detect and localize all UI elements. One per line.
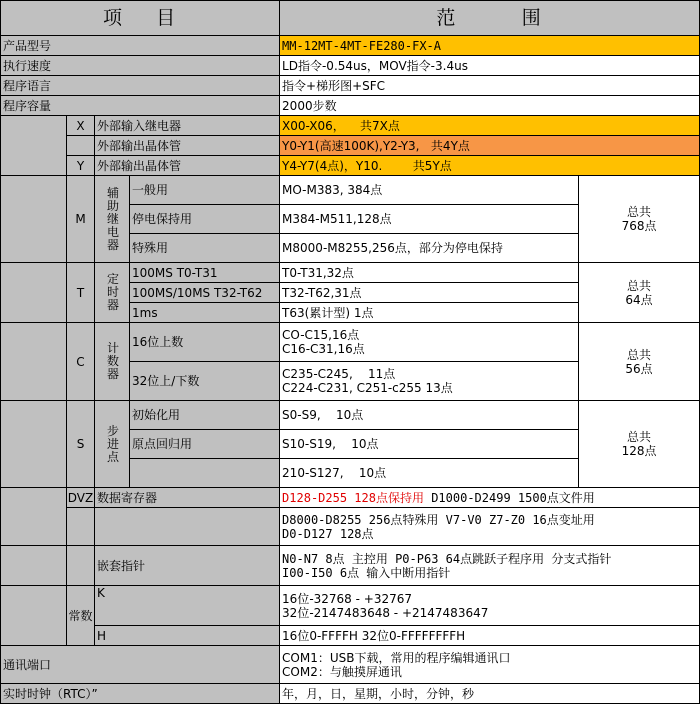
m-code: M bbox=[67, 176, 95, 263]
t-item-0-label: 100MS T0-T31 bbox=[130, 263, 280, 283]
s-blank bbox=[1, 401, 67, 488]
s-group: 步进点 bbox=[106, 423, 119, 464]
dvz2-label bbox=[95, 508, 280, 546]
dvz2-value: D8000-D8255 256点特殊用 V7-V0 Z7-Z0 16点变址用 D0-D127 128点 bbox=[280, 508, 700, 546]
t-item-2-value: T63(累计型) 1点 bbox=[280, 303, 579, 323]
rtc-label: 实时时钟（RTC）” bbox=[1, 684, 280, 704]
dvz-code: DVZ bbox=[67, 488, 95, 508]
y1-code bbox=[67, 136, 95, 156]
nest-blank bbox=[1, 546, 67, 586]
capacity-label: 程序容量 bbox=[1, 96, 280, 116]
language-value: 指令+梯形图+SFC bbox=[280, 76, 700, 96]
c-blank bbox=[1, 323, 67, 401]
c-code: C bbox=[67, 323, 95, 401]
m-item-1-value: M384-M511,128点 bbox=[280, 205, 579, 234]
t-total: 总共 64点 bbox=[579, 263, 700, 323]
s-total: 总共 128点 bbox=[579, 401, 700, 488]
dvz-label: 数据寄存器 bbox=[95, 488, 280, 508]
m-item-1-label: 停电保持用 bbox=[130, 205, 280, 234]
dvz-blank bbox=[1, 488, 67, 546]
t-code: T bbox=[67, 263, 95, 323]
nest-value: N0-N7 8点 主控用 P0-P63 64点跳跃子程序用 分支式指针 I00-I50 6点 输入中断用指针 bbox=[280, 546, 700, 586]
t-item-0-value: T0-T31,32点 bbox=[280, 263, 579, 283]
m-group: 辅助继电器 bbox=[106, 185, 119, 252]
y2-code: Y bbox=[67, 156, 95, 176]
nest-code bbox=[67, 546, 95, 586]
c-item-1-label: 32位上/下数 bbox=[130, 362, 280, 401]
s-item-2-label bbox=[130, 459, 280, 488]
c-group: 计数器 bbox=[106, 341, 119, 381]
model-label: 产品型号 bbox=[1, 36, 280, 56]
y1-label: 外部输出晶体管 bbox=[95, 136, 280, 156]
speed-value: LD指令-0.54us，MOV指令-3.4us bbox=[280, 56, 700, 76]
io-blank bbox=[1, 116, 67, 176]
dvz2-code bbox=[67, 508, 95, 546]
x-label: 外部输入继电器 bbox=[95, 116, 280, 136]
s-item-2-value: 210-S127, 10点 bbox=[280, 459, 579, 488]
const-h-value: 16位0-FFFFH 32位0-FFFFFFFFH bbox=[280, 626, 700, 646]
t-blank bbox=[1, 263, 67, 323]
m-item-2-value: M8000-M8255,256点，部分为停电保持 bbox=[280, 234, 579, 263]
m-item-0-label: 一般用 bbox=[130, 176, 280, 205]
c-item-0-label: 16位上数 bbox=[130, 323, 280, 362]
nest-label: 嵌套指针 bbox=[95, 546, 280, 586]
t-item-1-label: 100MS/10MS T32-T62 bbox=[130, 283, 280, 303]
rtc-value: 年，月，日，星期，小时，分钟，秒 bbox=[280, 684, 700, 704]
comm-value: COM1：USB下载，常用的程序编辑通讯口 COM2：与触摸屏通讯 bbox=[280, 646, 700, 684]
const-blank bbox=[1, 586, 67, 646]
s-code: S bbox=[67, 401, 95, 488]
m-blank bbox=[1, 176, 67, 263]
header-item: 项 目 bbox=[1, 1, 280, 36]
s-item-1-label: 原点回归用 bbox=[130, 430, 280, 459]
const-k-value: 16位-32768 - +32767 32位-2147483648 - +2147483647 bbox=[280, 586, 700, 626]
c-item-1-value: C235-C245, 11点 C224-C231, C251-c255 13点 bbox=[280, 362, 579, 401]
comm-label: 通讯端口 bbox=[1, 646, 280, 684]
t-item-2-label: 1ms bbox=[130, 303, 280, 323]
s-item-0-label: 初始化用 bbox=[130, 401, 280, 430]
m-total: 总共 768点 bbox=[579, 176, 700, 263]
y2-label: 外部输出晶体管 bbox=[95, 156, 280, 176]
y1-value: Y0-Y1(高速100K),Y2-Y3, 共4Y点 bbox=[280, 136, 700, 156]
speed-label: 执行速度 bbox=[1, 56, 280, 76]
capacity-value: 2000步数 bbox=[280, 96, 700, 116]
m-item-0-value: MO-M383, 384点 bbox=[280, 176, 579, 205]
t-item-1-value: T32-T62,31点 bbox=[280, 283, 579, 303]
t-group: 定时器 bbox=[106, 272, 119, 312]
x-value: X00-X06， 共7X点 bbox=[280, 116, 700, 136]
s-item-1-value: S10-S19, 10点 bbox=[280, 430, 579, 459]
c-item-0-value: CO-C15,16点 C16-C31,16点 bbox=[280, 323, 579, 362]
s-item-0-value: S0-S9, 10点 bbox=[280, 401, 579, 430]
m-item-2-label: 特殊用 bbox=[130, 234, 280, 263]
y2-value: Y4-Y7(4点)，Y10. 共5Y点 bbox=[280, 156, 700, 176]
model-value: MM-12MT-4MT-FE280-FX-A bbox=[280, 36, 700, 56]
c-total: 总共 56点 bbox=[579, 323, 700, 401]
const-k-code: K bbox=[95, 586, 280, 626]
dvz-value: D128-D255 128点保持用 D1000-D2499 1500点文件用 bbox=[280, 488, 700, 508]
header-range: 范 围 bbox=[280, 1, 700, 36]
language-label: 程序语言 bbox=[1, 76, 280, 96]
const-label: 常数 bbox=[67, 586, 95, 646]
const-h-code: H bbox=[95, 626, 280, 646]
x-code: X bbox=[67, 116, 95, 136]
